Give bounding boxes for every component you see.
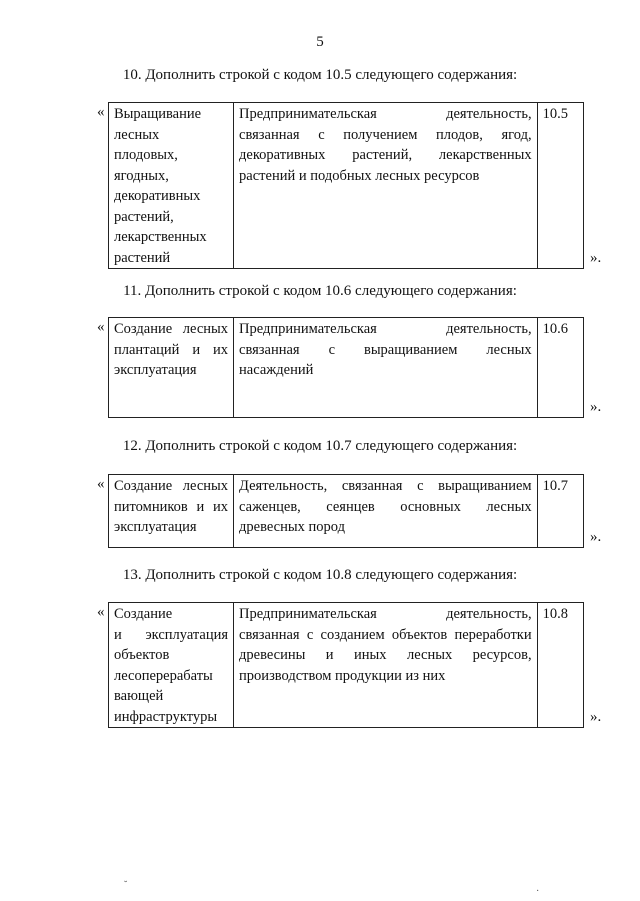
name-line: и эксплуатация [114, 626, 229, 643]
name-line: плантаций и их [114, 341, 229, 358]
closing-quote: ». [590, 529, 602, 545]
name-line: Создание лесных [114, 478, 229, 494]
activity-description-cell [234, 103, 538, 269]
description-line: связанная с созданием объектов переработки [239, 626, 532, 643]
amendment-heading-10-6: 11. Дополнить строкой с кодом 10.6 следующего содержания: [123, 283, 517, 299]
name-line: эксплуатация [114, 519, 197, 535]
description-line: насаждений [239, 362, 314, 378]
name-line: питомников и их [114, 498, 229, 515]
description-line: декоративных растений, лекарственных [239, 147, 532, 163]
amendment-row-10-8 [97, 602, 602, 728]
amendment-heading-10-8: 13. Дополнить строкой с кодом 10.8 следующего содержания: [122, 567, 518, 583]
description-line: растений и подобных лесных ресурсов [239, 167, 480, 184]
row-table [108, 474, 584, 548]
description-line: саженцев, сеянцев основных лесных [239, 498, 532, 515]
name-line: растений [114, 249, 171, 266]
activity-description-cell [234, 603, 538, 728]
description-line: связанная с выращиванием лесных [239, 341, 532, 358]
description-line: древесины и иных лесных ресурсов, [239, 647, 532, 663]
activity-description-cell [234, 318, 538, 418]
activity-code-cell: 10.8 [537, 603, 583, 728]
description-line: Предпринимательская деятельность, [239, 106, 532, 122]
activity-name-cell [109, 103, 234, 269]
activity-code-cell: 10.5 [537, 103, 583, 269]
name-line: декоративных [114, 188, 201, 204]
description-line: древесных пород [239, 519, 345, 535]
name-line: лесоперерабаты [114, 667, 213, 684]
name-line: объектов [114, 647, 170, 663]
description-line: Предпринимательская деятельность, [239, 321, 532, 337]
closing-quote: ». [590, 399, 602, 415]
row-table [108, 102, 584, 269]
description-line: производством продукции из них [239, 667, 446, 684]
activity-description-cell [234, 475, 538, 548]
opening-quote: « [97, 604, 105, 620]
page-number: 5 [316, 34, 324, 50]
amendment-row-10-6 [97, 317, 602, 418]
closing-quote: ». [590, 709, 602, 725]
row-table [108, 602, 584, 728]
name-line: вающей [114, 688, 164, 704]
description-line: Деятельность, связанная с выращиванием [239, 478, 532, 494]
description-line: связанная с получением плодов, ягод, [239, 126, 532, 143]
description-line: Предпринимательская деятельность, [239, 606, 532, 622]
amendment-row-10-7 [97, 474, 602, 548]
amendment-heading-10-5: 10. Дополнить строкой с кодом 10.5 следующего содержания: [122, 67, 518, 83]
activity-name-cell [109, 475, 234, 548]
row-table [108, 317, 584, 418]
name-line: растений, [114, 208, 174, 225]
name-line: эксплуатация [114, 362, 197, 378]
name-line: Выращивание [114, 106, 202, 122]
activity-code-cell: 10.6 [537, 318, 583, 418]
closing-quote: ». [590, 250, 602, 266]
name-line: ягодных, [114, 167, 169, 184]
activity-name-cell [109, 603, 234, 728]
name-line: инфраструктуры [114, 708, 218, 725]
name-line: Создание [114, 606, 173, 622]
amendment-heading-10-7: 12. Дополнить строкой с кодом 10.7 следующего содержания: [122, 438, 518, 454]
opening-quote: « [97, 476, 105, 492]
scan-speck: · [536, 886, 540, 897]
opening-quote: « [97, 104, 105, 120]
opening-quote: « [97, 319, 105, 335]
name-line: плодовых, [114, 147, 178, 163]
activity-name-cell [109, 318, 234, 418]
scan-speck: ˘ [124, 880, 128, 891]
activity-code-cell: 10.7 [537, 475, 583, 548]
amendment-row-10-5 [97, 102, 602, 269]
name-line: лекарственных [114, 229, 207, 245]
name-line: Создание лесных [114, 321, 229, 337]
name-line: лесных [114, 126, 160, 143]
